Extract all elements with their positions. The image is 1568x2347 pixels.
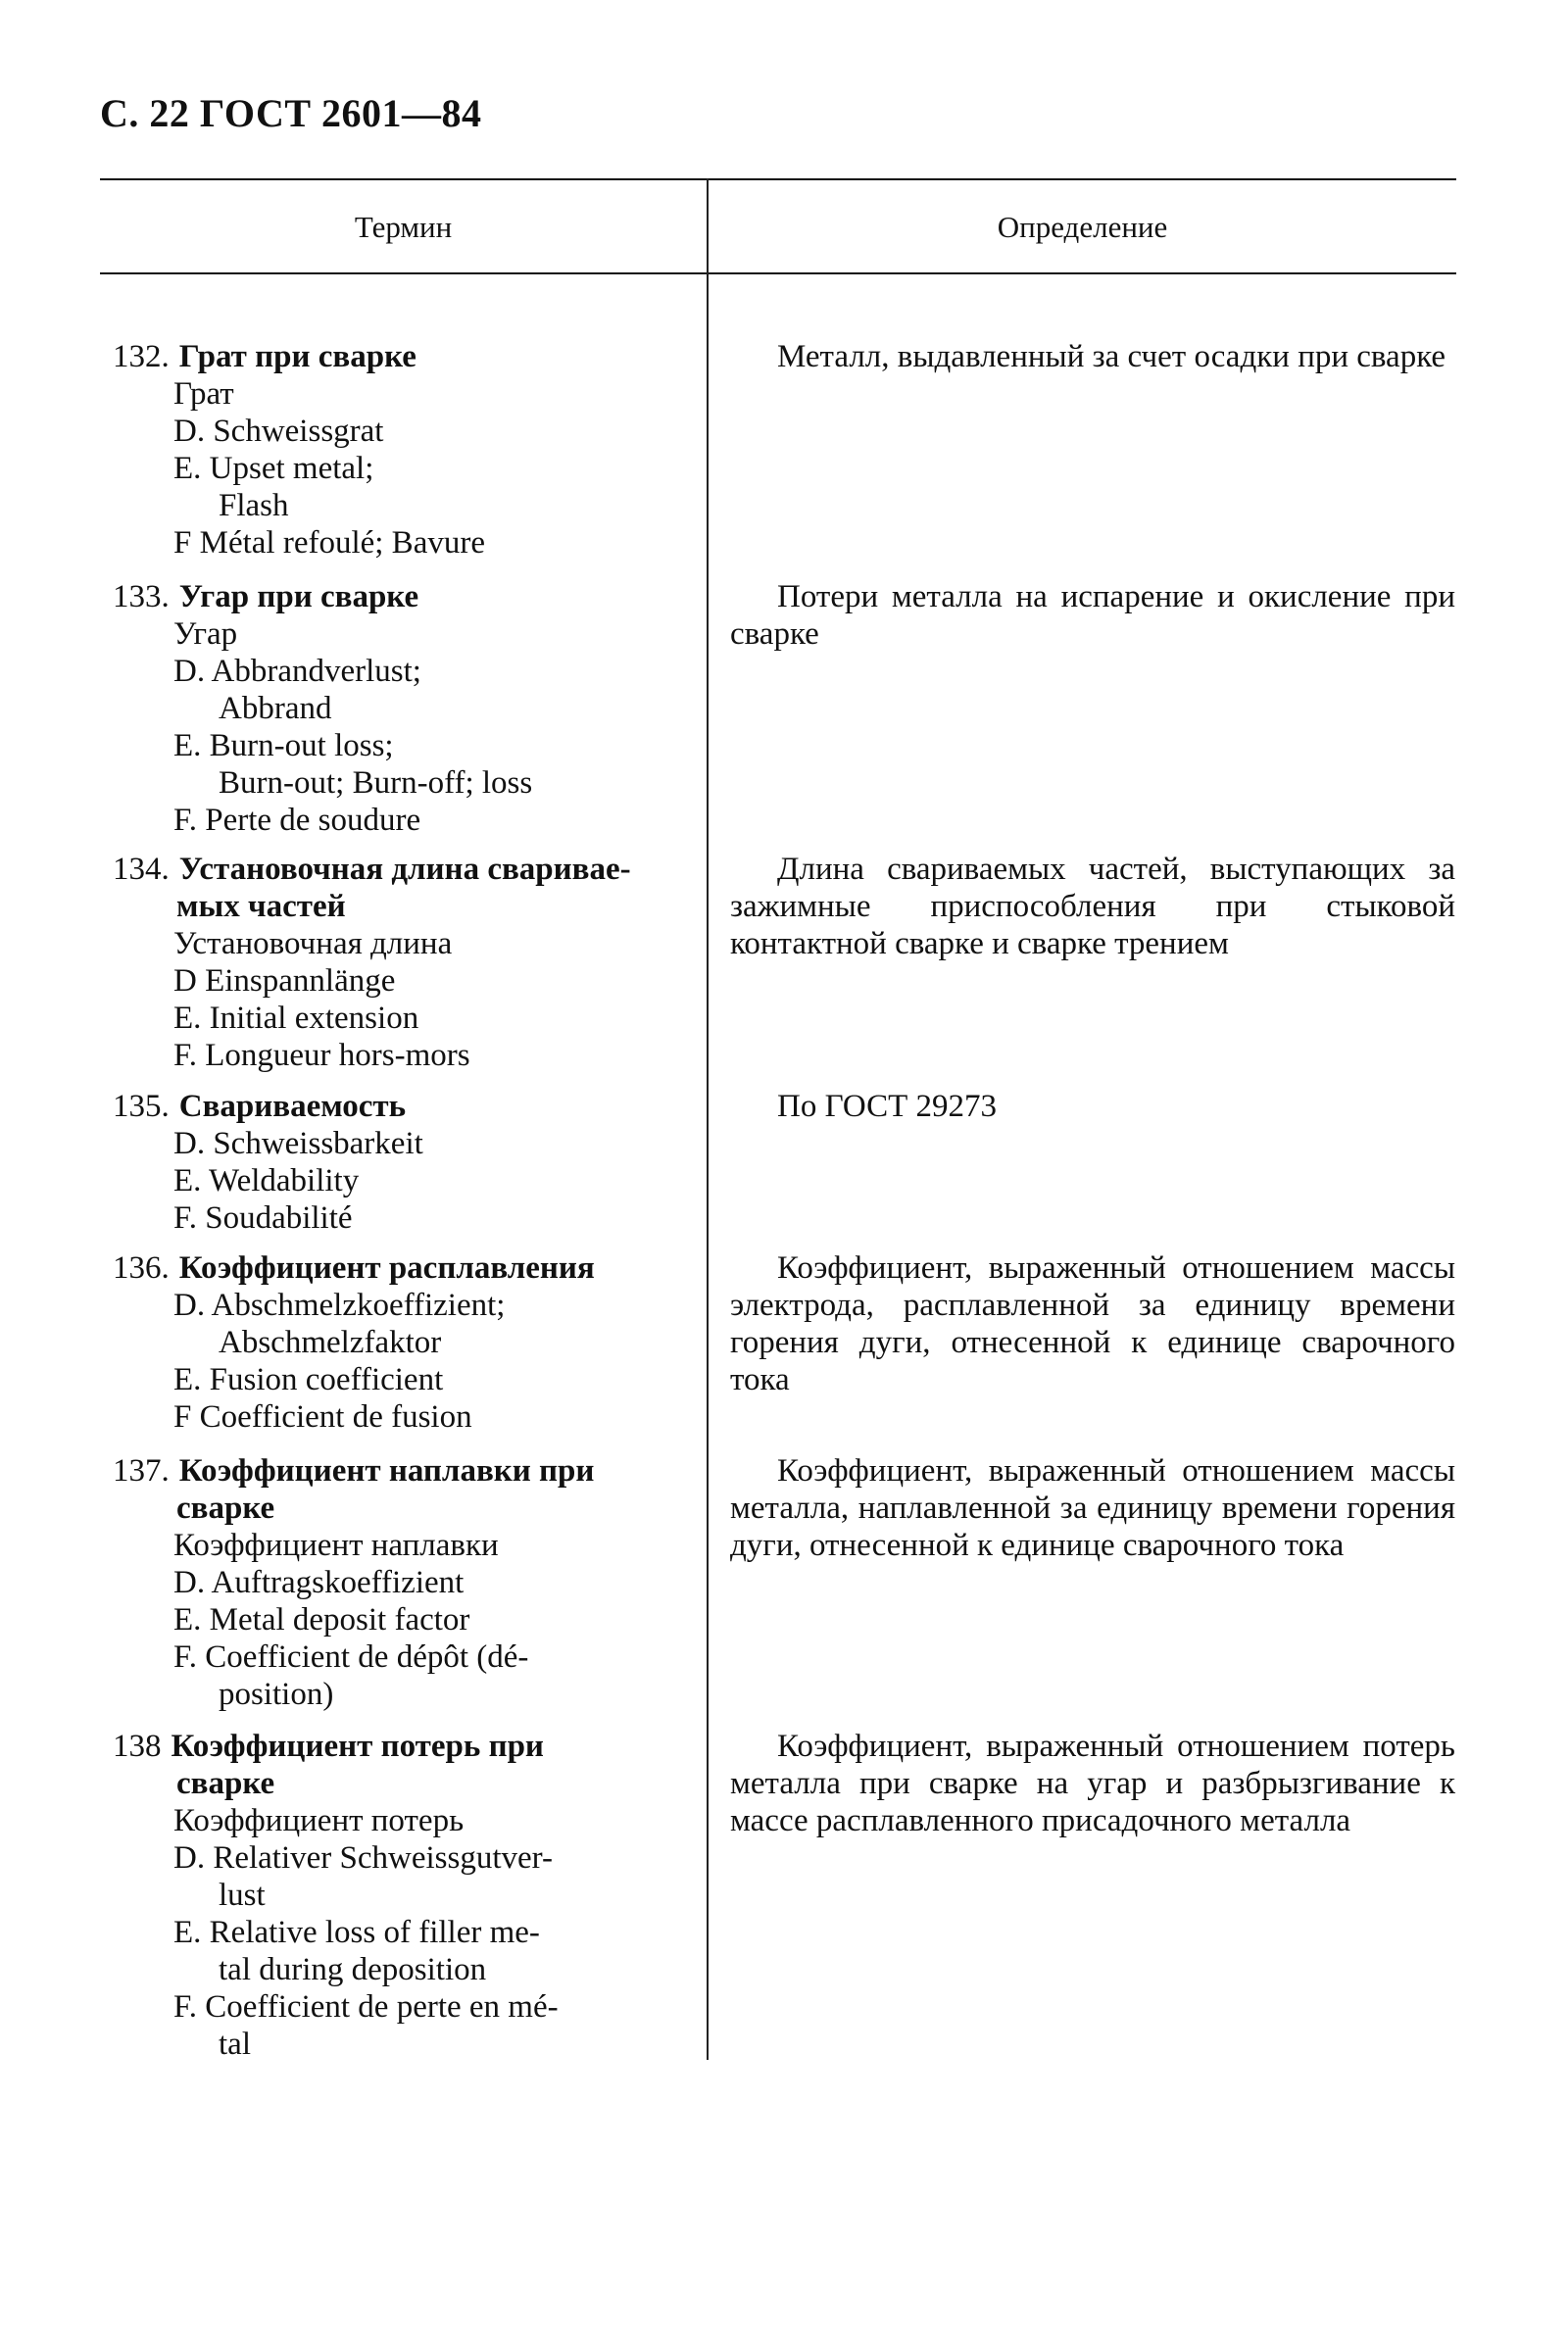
definition-cell: Металл, выдавленный за счет осадки при сварке bbox=[777, 339, 1446, 374]
term-title-line bbox=[113, 1728, 662, 1765]
term-title-line bbox=[113, 1249, 662, 1287]
term-title-continuation: сварке bbox=[176, 1491, 275, 1526]
term-synonym: Flash bbox=[219, 488, 289, 523]
term-synonym: Burn-out; Burn-off; loss bbox=[219, 765, 533, 801]
term-title-line bbox=[113, 1452, 662, 1490]
term-title-line bbox=[113, 578, 662, 615]
term-number: 133. bbox=[113, 579, 170, 614]
term-synonym: F. Soudabilité bbox=[173, 1200, 353, 1236]
term-number: 134. bbox=[113, 852, 170, 887]
term-cell bbox=[113, 578, 662, 839]
term-title: Свариваемость bbox=[178, 1089, 407, 1124]
term-title-continuation: сварке bbox=[176, 1766, 275, 1801]
term-synonym: Угар bbox=[173, 616, 238, 652]
term-title-line bbox=[113, 1088, 662, 1125]
term-cell bbox=[113, 1088, 662, 1237]
term-synonym: D. Schweissbarkeit bbox=[173, 1126, 423, 1161]
term-cell bbox=[113, 1249, 662, 1436]
term-title: Коэффициент потерь при bbox=[171, 1729, 544, 1764]
term-synonym: D. Relativer Schweissgutver- bbox=[173, 1840, 553, 1876]
term-synonym: D. Schweissgrat bbox=[173, 414, 384, 449]
table-header-rule bbox=[100, 272, 1456, 274]
term-synonym: D. Abschmelzkoeffizient; bbox=[173, 1288, 506, 1323]
term-synonym: tal during deposition bbox=[219, 1952, 487, 1987]
definition-cell: Коэффициент, выраженный отношением потерь металла при сварке на угар и разбрызгивание к массе расплавленного присадочного металла bbox=[730, 1729, 1455, 1838]
term-number: 135. bbox=[113, 1089, 170, 1124]
term-number: 136. bbox=[113, 1250, 170, 1286]
term-title-line bbox=[113, 338, 662, 375]
term-synonym: E. Fusion coefficient bbox=[173, 1362, 444, 1397]
term-title: Установочная длина сваривае- bbox=[178, 852, 631, 887]
term-cell bbox=[113, 338, 662, 562]
term-synonym: lust bbox=[219, 1878, 266, 1913]
term-title: Грат при сварке bbox=[178, 339, 416, 374]
definition-cell: Потери металла на испарение и окисление при сварке bbox=[730, 579, 1455, 652]
term-synonym: Грат bbox=[173, 376, 234, 412]
term-synonym: F. Longueur hors-mors bbox=[173, 1038, 470, 1073]
term-synonym: E. Burn-out loss; bbox=[173, 728, 394, 763]
definition-cell: По ГОСТ 29273 bbox=[777, 1089, 997, 1124]
term-synonym: Abschmelzfaktor bbox=[219, 1325, 442, 1360]
term-synonym: E. Weldability bbox=[173, 1163, 360, 1198]
term-synonym: D Einspannlänge bbox=[173, 963, 396, 999]
definition-cell: Длина свариваемых частей, выступающих за зажимные приспособления при стыковой контактной сварке и сварке трением bbox=[730, 852, 1455, 961]
term-synonym: F. Coefficient de perte en mé- bbox=[173, 1989, 559, 2025]
term-title-continuation: мых частей bbox=[176, 889, 346, 924]
term-title: Коэффициент наплавки при bbox=[178, 1453, 595, 1489]
term-cell bbox=[113, 1728, 662, 2063]
term-cell bbox=[113, 851, 662, 1074]
term-synonym: F. Perte de soudure bbox=[173, 803, 421, 838]
term-synonym: E. Metal deposit factor bbox=[173, 1602, 470, 1638]
term-number: 132. bbox=[113, 339, 170, 374]
term-synonym: F. Coefficient de dépôt (dé- bbox=[173, 1639, 529, 1675]
term-synonym: E. Upset metal; bbox=[173, 451, 374, 486]
page-header: С. 22 ГОСТ 2601—84 bbox=[100, 91, 482, 135]
term-synonym: D. Auftragskoeffizient bbox=[173, 1565, 465, 1600]
term-synonym: D. Abbrandverlust; bbox=[173, 654, 421, 689]
term-synonym: tal bbox=[219, 2027, 251, 2062]
term-title: Угар при сварке bbox=[178, 579, 419, 614]
term-synonym: Коэффициент потерь bbox=[173, 1803, 465, 1838]
term-synonym: Коэффициент наплавки bbox=[173, 1528, 499, 1563]
term-synonym: F Métal refoulé; Bavure bbox=[173, 525, 485, 561]
term-synonym: F Coefficient de fusion bbox=[173, 1399, 472, 1435]
table-top-rule bbox=[100, 178, 1456, 180]
term-cell bbox=[113, 1452, 662, 1713]
term-synonym: Установочная длина bbox=[173, 926, 453, 961]
definition-cell: Коэффициент, выраженный отношением массы электрода, расплавленной за единицу времени горения дуги, отнесенной к единице сварочного тока bbox=[730, 1250, 1455, 1397]
term-number: 138 bbox=[113, 1729, 162, 1764]
term-synonym: Abbrand bbox=[219, 691, 332, 726]
term-synonym: E. Initial extension bbox=[173, 1001, 419, 1036]
column-header-term: Термин bbox=[354, 210, 453, 244]
definition-cell: Коэффициент, выраженный отношением массы металла, наплавленной за единицу времени горения дуги, отнесенной к единице сварочного тока bbox=[730, 1453, 1455, 1563]
term-title: Коэффициент расплавления bbox=[178, 1250, 595, 1286]
column-header-definition: Определение bbox=[997, 210, 1168, 244]
term-synonym: position) bbox=[219, 1677, 334, 1712]
term-title-line bbox=[113, 851, 662, 888]
term-synonym: E. Relative loss of filler me- bbox=[173, 1915, 540, 1950]
term-number: 137. bbox=[113, 1453, 170, 1489]
column-divider bbox=[707, 178, 709, 2060]
